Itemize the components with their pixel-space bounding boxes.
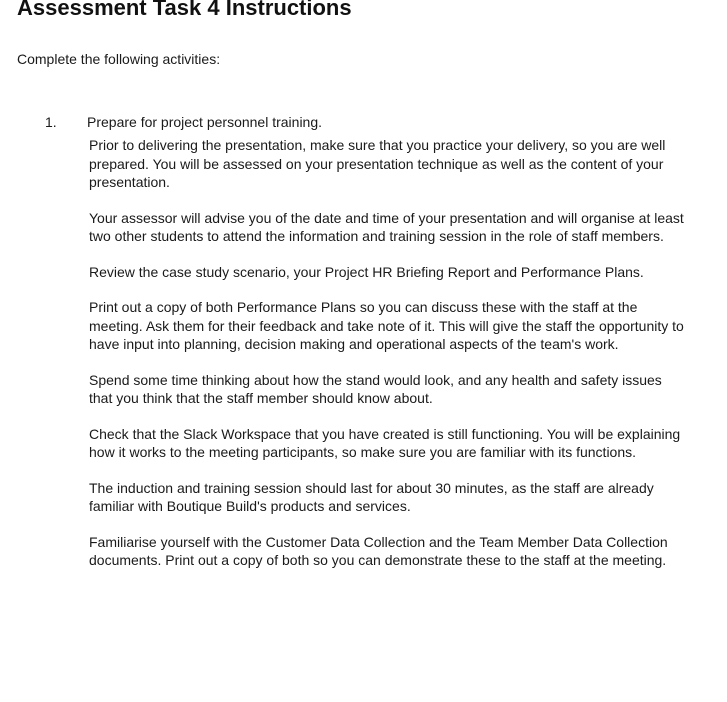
- instruction-paragraph: The induction and training session should last for about 30 minutes, as the staff are already familiar with Boutique Build's products and services.: [89, 479, 654, 514]
- instruction-paragraph: Prior to delivering the presentation, make sure that you practice your delivery, so you are well prepared. You will be assessed on your presentation technique as well as the content of your presentation.: [89, 137, 666, 190]
- intro-text: Complete the following activities:: [17, 51, 221, 67]
- list-item-heading: Prepare for project personnel training.: [87, 114, 323, 130]
- instruction-paragraph: Your assessor will advise you of the date and time of your presentation and will organise at least two other students to attend the information and training session in the role of staff members.: [89, 209, 684, 244]
- instruction-paragraph: Print out a copy of both Performance Plans so you can discuss these with the staff at the meeting. Ask them for their feedback and take note of it. This will give the staff the opportunity to have input into planning, decision making and operational aspects of the team's work.: [89, 299, 684, 352]
- instruction-paragraph: Familiarise yourself with the Customer Data Collection and the Team Member Data Collection documents. Print out a copy of both so you can demonstrate these to the staff at the meeting.: [89, 533, 668, 568]
- list-item-body: [89, 136, 689, 587]
- instruction-paragraph: Check that the Slack Workspace that you have created is still functioning. You will be explaining how it works to the meeting participants, so make sure you are familiar with its functions.: [89, 425, 681, 460]
- instruction-paragraph: Spend some time thinking about how the stand would look, and any health and safety issues that you think that the staff member should know about.: [89, 371, 662, 406]
- instruction-paragraph: Review the case study scenario, your Project HR Briefing Report and Performance Plans.: [89, 263, 644, 280]
- list-item-number: 1.: [45, 114, 57, 130]
- page-title: Assessment Task 4 Instructions: [17, 0, 352, 20]
